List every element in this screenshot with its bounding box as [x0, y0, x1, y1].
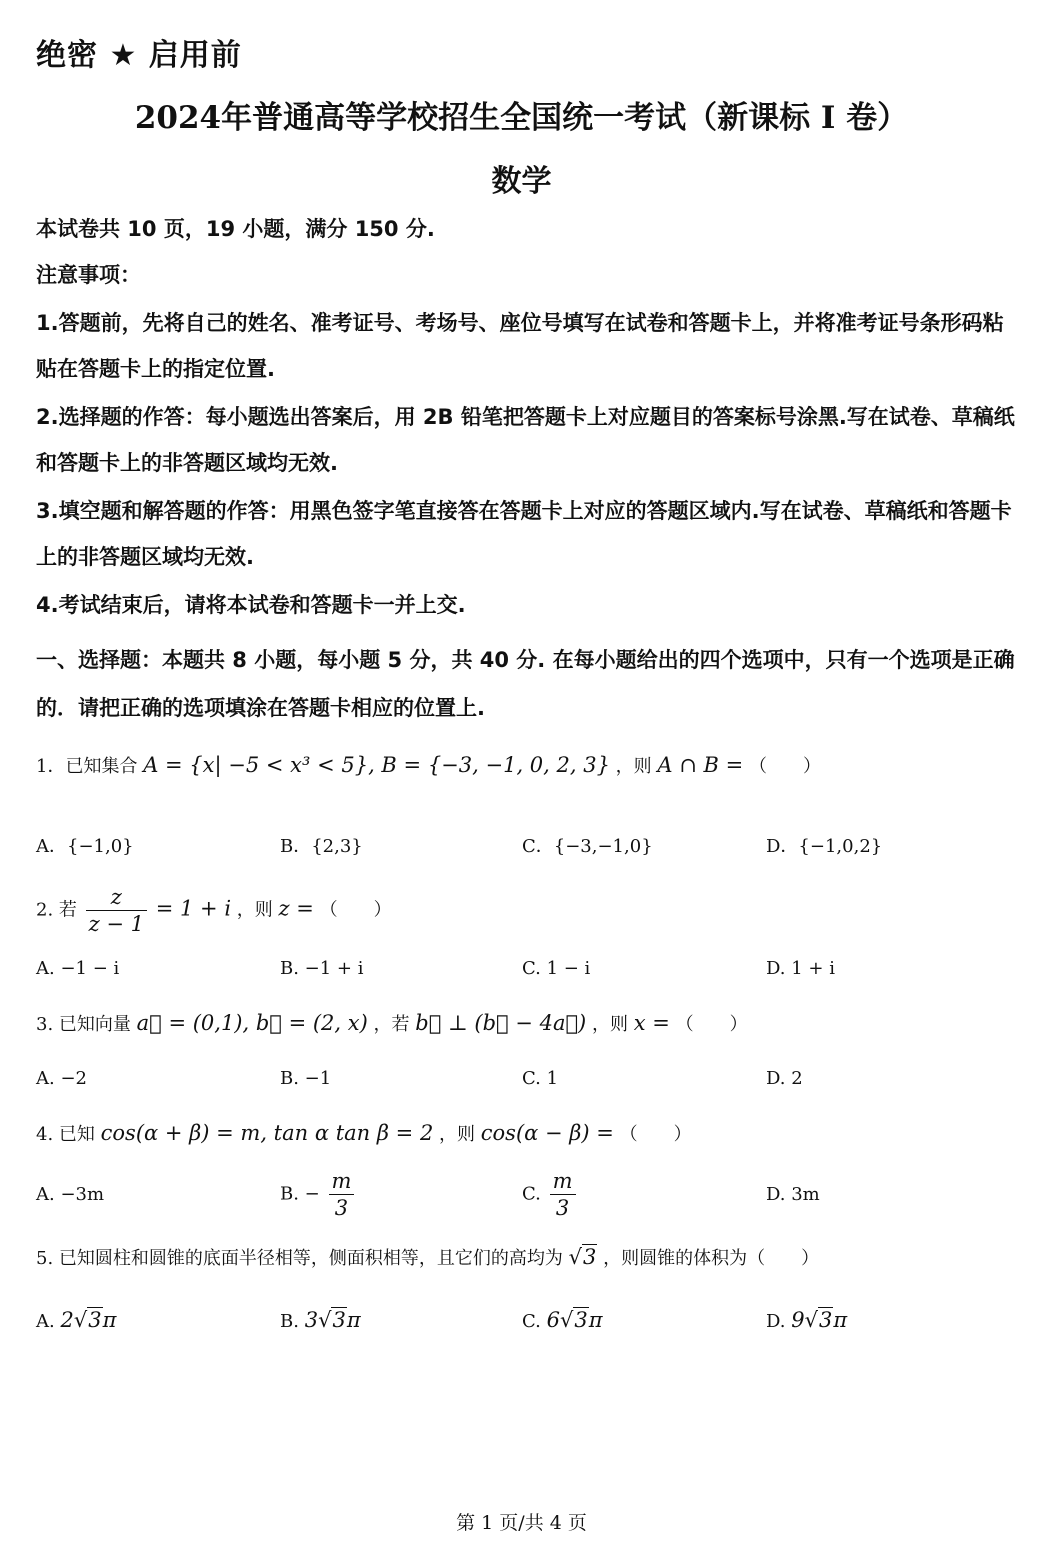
- sqrt-icon: √3: [559, 1308, 588, 1332]
- question-5-stem: 5. 已知圆柱和圆锥的底面半径相等，侧面积相等，且它们的高均为 √3 ，则圆锥的体积为（ ）: [36, 1245, 820, 1269]
- question-1-option-d[interactable]: D．{−1,0,2}: [766, 836, 883, 857]
- notice-item-2: 2.选择题的作答：每小题选出答案后，用 2B 铅笔把答题卡上对应题目的答案标号涂黑.写在试卷、草稿纸和答题卡上的非答题区域均无效.: [36, 405, 1015, 475]
- question-3-stem: 3. 已知向量 a⃗ = (0,1), b⃗ = (2, x) ，若 b⃗ ⊥ (b⃗ − 4a⃗) ，则 x = （ ）: [36, 1011, 748, 1035]
- sqrt-icon: √3: [318, 1308, 346, 1332]
- question-1-stem: 1．已知集合 A = {x| −5 < x³ < 5}, B = {−3, −1, 0, 2, 3} ，则 A ∩ B = （ ）: [36, 753, 821, 777]
- sqrt-icon: √3: [804, 1308, 833, 1332]
- notice-item-1: 1.答题前，先将自己的姓名、准考证号、考场号、座位号填写在试卷和答题卡上，并将准考证号条形码粘贴在答题卡上的指定位置.: [36, 311, 1004, 381]
- question-2-fraction: $\frac{z}{z - 1}$: [86, 884, 147, 937]
- question-1-set-definition: A = {x| −5 < x³ < 5}, B = {−3, −1, 0, 2, 3}: [143, 753, 610, 777]
- question-1-option-c[interactable]: C．{−3,−1,0}: [522, 836, 653, 857]
- question-4-option-b-fraction: $\frac{m}{3}$: [329, 1168, 355, 1221]
- question-1-option-a[interactable]: A．{−1,0}: [36, 836, 134, 857]
- page-number: 第 1 页/共 4 页: [456, 1512, 587, 1534]
- question-2-option-c[interactable]: C. 1 − i: [522, 958, 591, 979]
- question-2-option-d[interactable]: D. 1 + i: [766, 958, 835, 979]
- question-4-option-c-fraction: $\frac{m}{3}$: [550, 1168, 576, 1221]
- question-3-option-d[interactable]: D. 2: [766, 1068, 803, 1089]
- question-2-stem: 2. 若 $\frac{z}{z - 1}$ = 1 + i ，则 z = （ ）: [36, 885, 392, 936]
- notice-item-4: 4.考试结束后，请将本试卷和答题卡一并上交.: [36, 593, 466, 617]
- question-5-option-a[interactable]: A. 2√3π: [36, 1308, 117, 1332]
- question-5-option-b[interactable]: B. 3√3π: [280, 1308, 361, 1332]
- section-heading: 一、选择题：本题共 8 小题，每小题 5 分，共 40 分. 在每小题给出的四个选项中，只有一个选项是正确的．请把正确的选项填涂在答题卡相应的位置上.: [36, 648, 1015, 720]
- question-4-option-d[interactable]: D. 3m: [766, 1184, 820, 1205]
- question-3-option-a[interactable]: A. −2: [36, 1068, 87, 1089]
- question-1-intersection: A ∩ B =: [657, 753, 744, 777]
- subject-title: 数学: [491, 164, 552, 199]
- question-5-option-c[interactable]: C. 6√3π: [522, 1308, 603, 1332]
- question-4-option-c[interactable]: C. $\frac{m}{3}$: [522, 1168, 579, 1221]
- notice-heading: 注意事项：: [36, 263, 141, 287]
- exam-title: 2024年普通高等学校招生全国统一考试（新课标 I 卷）: [134, 100, 909, 136]
- question-5-option-d[interactable]: D. 9√3π: [766, 1308, 848, 1332]
- question-4-option-b[interactable]: B. − $\frac{m}{3}$: [280, 1168, 357, 1221]
- sqrt-icon: √3: [73, 1308, 102, 1332]
- question-2-option-b[interactable]: B. −1 + i: [280, 958, 364, 979]
- confidential-label: 绝密 ★ 启用前: [36, 38, 242, 73]
- question-2-option-a[interactable]: A. −1 − i: [36, 958, 120, 979]
- exam-summary: 本试卷共 10 页，19 小题，满分 150 分.: [36, 217, 435, 241]
- sqrt-icon: √3: [568, 1245, 597, 1269]
- question-3-option-b[interactable]: B. −1: [280, 1068, 332, 1089]
- notice-item-3: 3.填空题和解答题的作答：用黑色签字笔直接答在答题卡上对应的答题区域内.写在试卷、草稿纸和答题卡上的非答题区域均无效.: [36, 499, 1012, 569]
- question-4-stem: 4. 已知 cos(α + β) = m, tan α tan β = 2 ，则 cos(α − β) = （ ）: [36, 1121, 692, 1145]
- question-3-option-c[interactable]: C. 1: [522, 1068, 559, 1089]
- question-1-option-b[interactable]: B．{2,3}: [280, 836, 363, 857]
- question-4-option-a[interactable]: A. −3m: [36, 1184, 105, 1205]
